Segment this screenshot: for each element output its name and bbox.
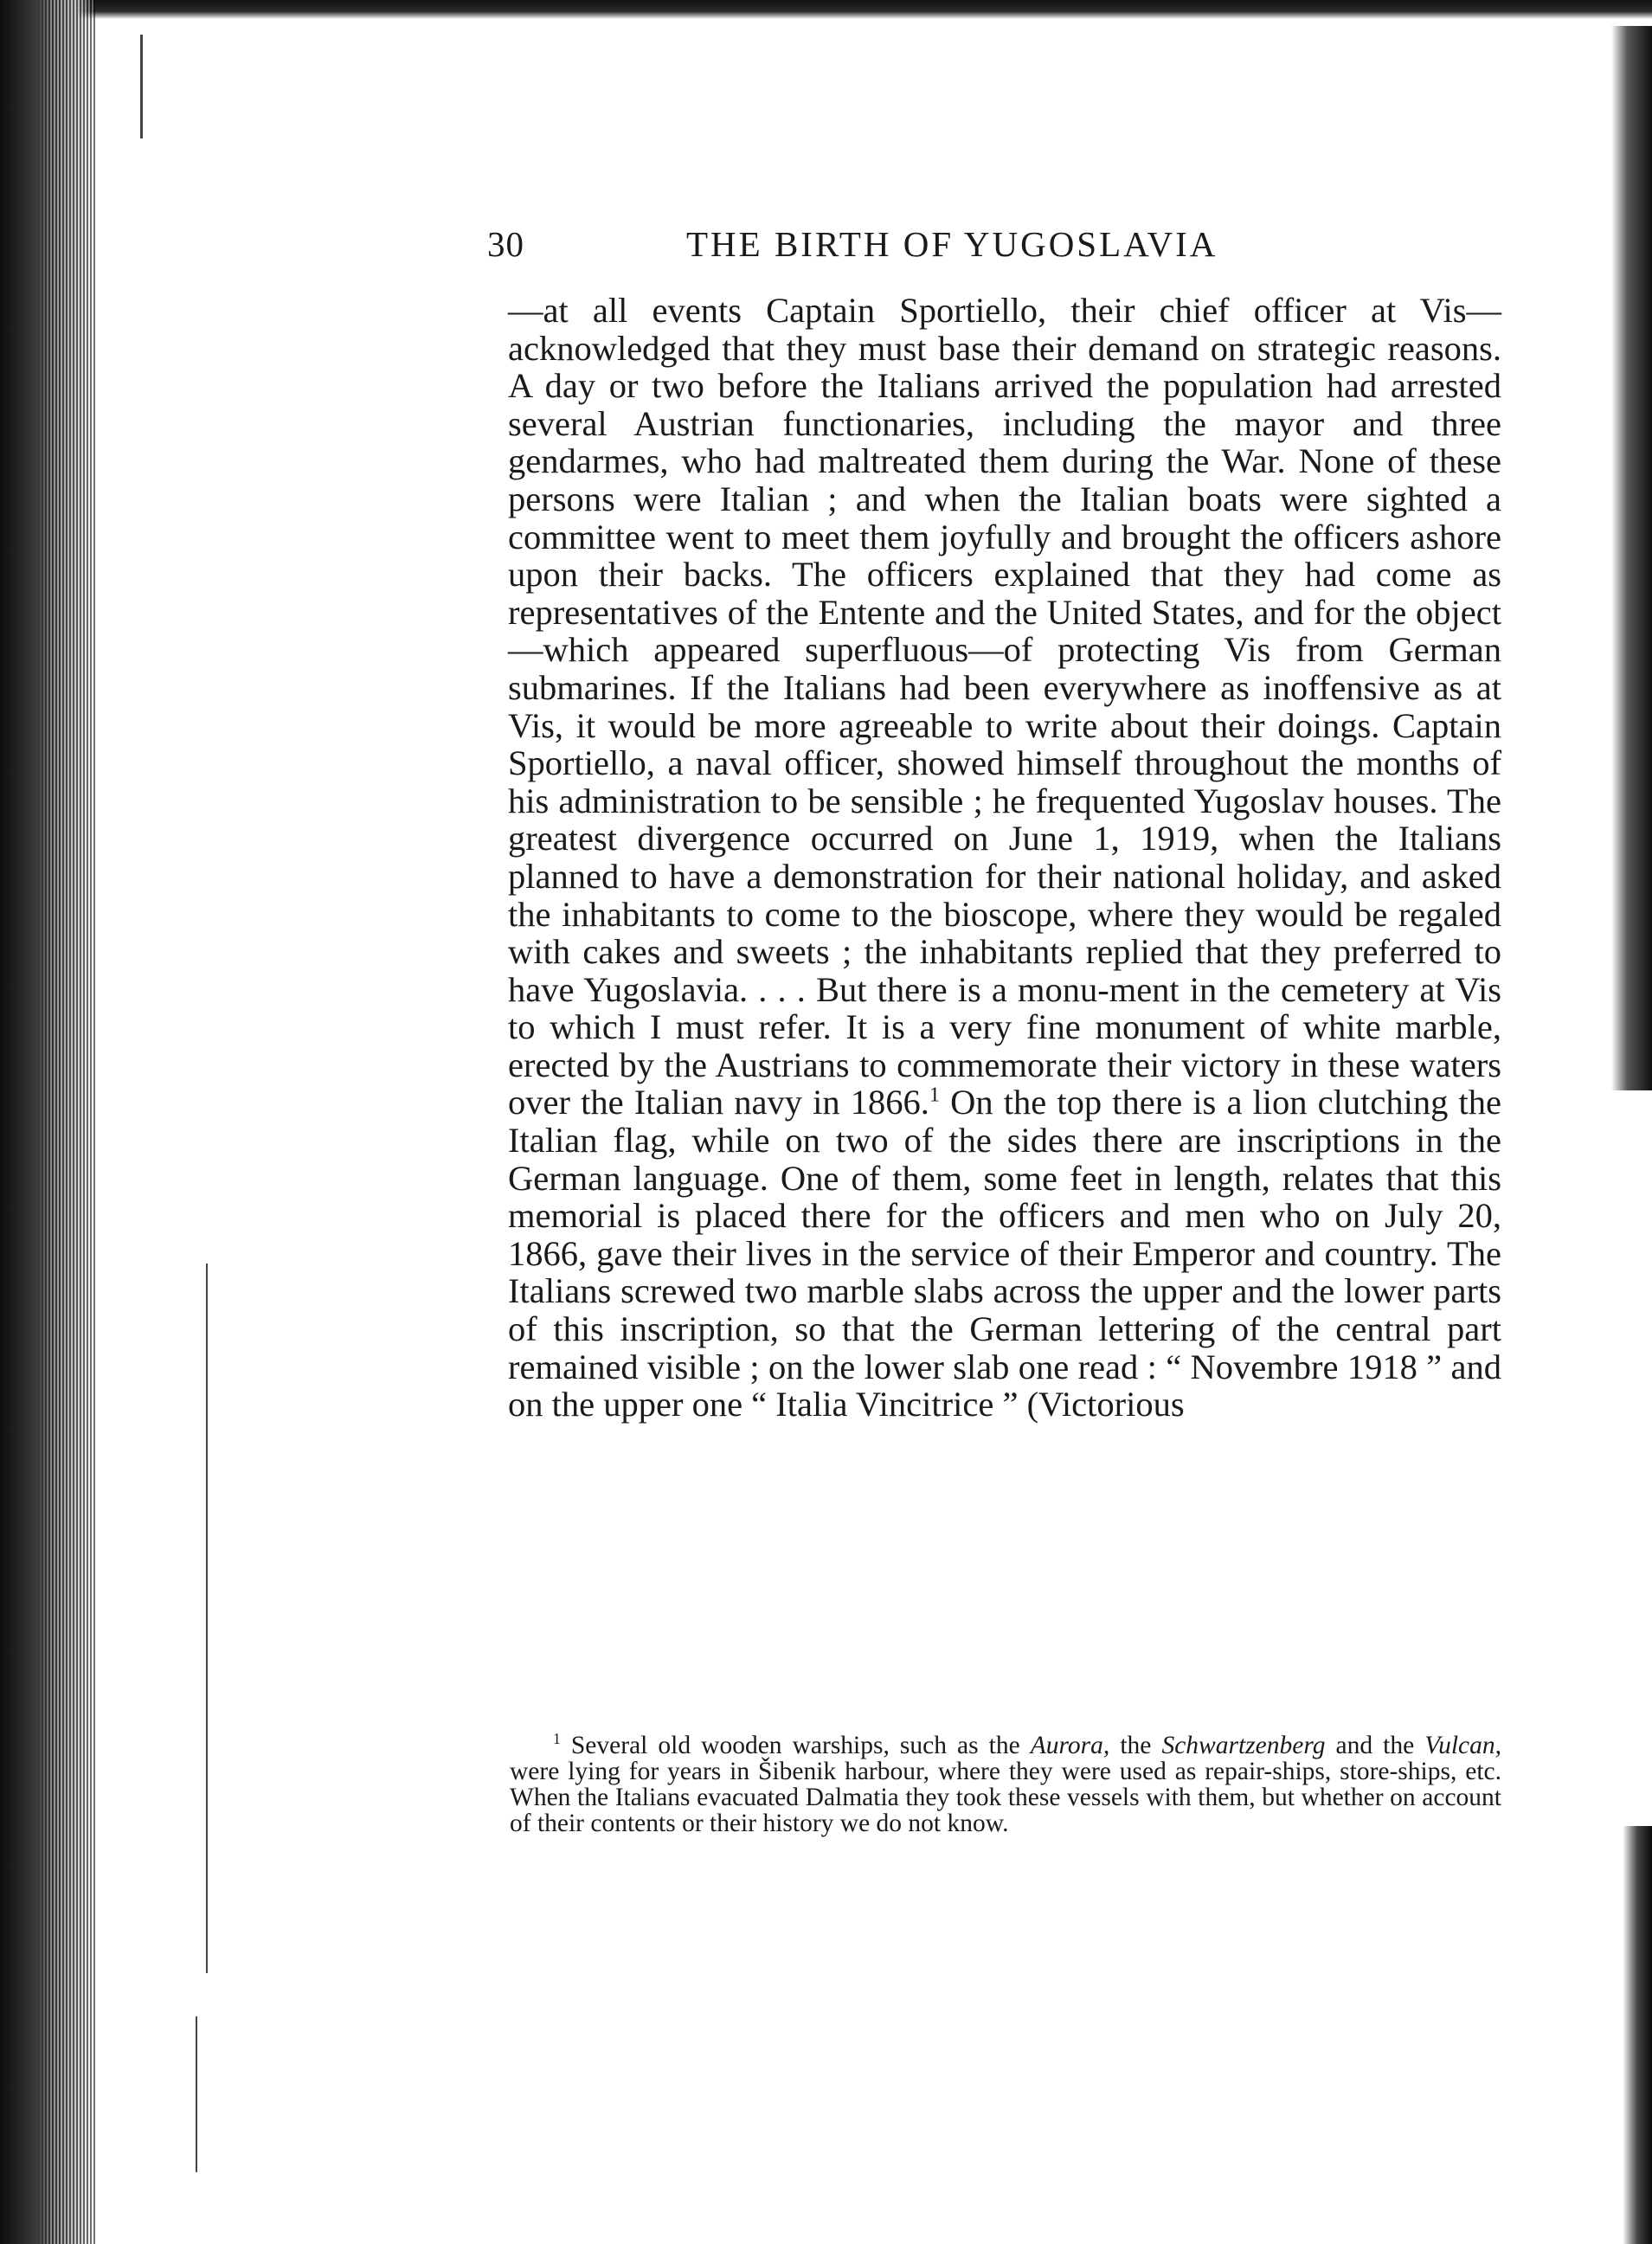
body-text-part1: —at all events Captain Sportiello, their chief officer at Vis—acknowledged that they must base their demand on strategic reasons. A day or two before the Italians arrived the population had arrested several Austrian functionaries, including the mayor and three gendarmes, who had maltreated them during the War. None of these persons were Italian ; and when the Italian boats were sighted a committee went to meet them joyfully and brought the officers ashore upon their backs. The officers explained that they had come as representatives of the Entente and the United States, and for the object —which appeared superfluous—of protecting Vis from German submarines. If the Italians had been everywhere as inoffensive as at Vis, it would be more agreeable to write about their doings. Captain Sportiello, a naval officer, showed himself throughout the months of his administration to be sensible ; he frequented Yugoslav houses. The greatest divergence occurred on June 1, 1919, when the Italians planned to have a demonstration for their national holiday, and asked the inhabitants to come to the bioscope, where they would be regaled with cakes and sweets ; the inhabitants replied that they preferred to have Yugoslavia. . . . But there is a monu-ment in the cemetery at Vis to which I must refer. It is a very fine monument of white marble, erected by the Austrians to commemorate their victory in these waters over the Italian navy in 1866. xyxy=(508,291,1501,1122)
footnote-text-b: the xyxy=(1109,1732,1162,1759)
footnote-text-d: were lying for years in Šibenik harbour, where they were used as repair-ships, store-ships, etc. When the Italians evacuated Dalmatia they took these vessels with them, but whether on account of their contents or their history we do not know. xyxy=(510,1758,1501,1837)
footnote xyxy=(510,1730,1501,1837)
running-title: THE BIRTH OF YUGOSLAVIA xyxy=(686,224,1218,264)
scan-left-mark xyxy=(140,35,143,138)
footnote-text-c: and the xyxy=(1325,1732,1425,1759)
scan-right-shadow-lower xyxy=(1623,1826,1652,2244)
footnote-reference: 1 xyxy=(929,1083,941,1107)
footnote-marker: 1 xyxy=(553,1730,561,1748)
page-number: 30 xyxy=(487,224,524,264)
scan-right-shadow xyxy=(1611,26,1652,1090)
footnote-text-a: Several old wooden warships, such as the xyxy=(560,1732,1031,1759)
body-paragraph xyxy=(508,292,1501,1424)
running-head xyxy=(487,208,1491,268)
footnote-ship-schwartzenberg: Schwartzenberg xyxy=(1161,1732,1326,1759)
scan-left-gutter xyxy=(0,0,52,2244)
scan-left-mark xyxy=(196,2016,197,2172)
scan-left-mark xyxy=(206,1263,208,1973)
scan-top-shadow xyxy=(0,0,1652,19)
footnote-ship-aurora: Aurora, xyxy=(1030,1732,1110,1759)
body-text-part2: On the top there is a lion clutching the Italian flag, while on two of the sides there are inscriptions in the German language. One of them, some feet in length, relates that this memorial is placed there for the officers and men who on July 20, 1866, gave their lives in the service of their Emperor and country. The Italians screwed two marble slabs across the upper and the lower parts of this inscription, so that the German lettering of the central part remained visible ; on the lower slab one read : “ Novembre 1918 ” and on the upper one “ Italia Vincitrice ” (Victorious xyxy=(508,1083,1501,1424)
footnote-ship-vulcan: Vulcan, xyxy=(1424,1732,1501,1759)
